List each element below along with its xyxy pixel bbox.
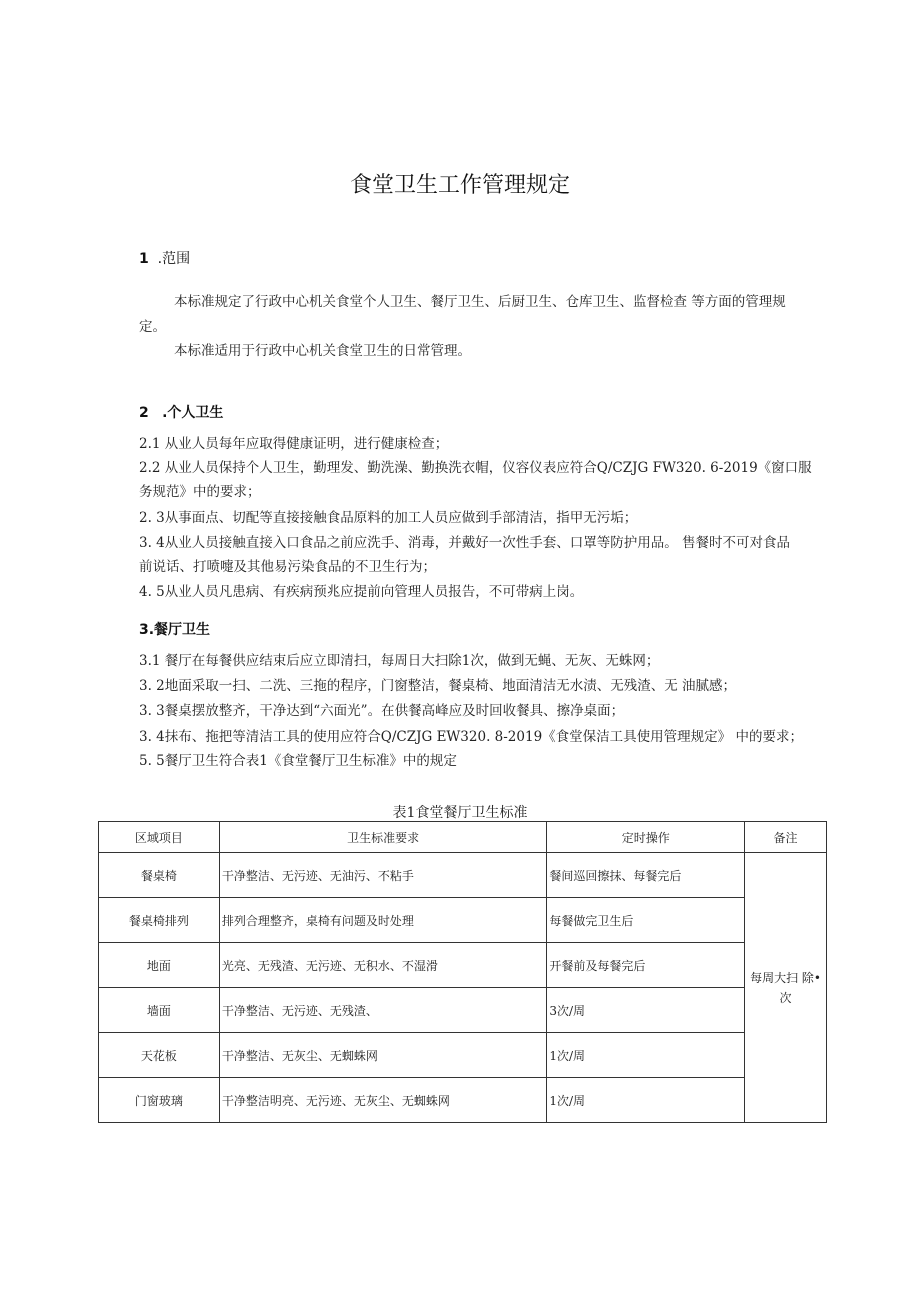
standard-cell: 干净整洁、无灰尘、无蜘蛛网	[219, 1033, 547, 1078]
area-cell: 门窗玻璃	[99, 1078, 220, 1123]
note-line: 每周大扫 除•	[750, 970, 821, 985]
standard-cell: 干净整洁明亮、无污迹、无灰尘、无蜘蛛网	[219, 1078, 547, 1123]
column-header: 定时操作	[547, 822, 745, 853]
hygiene-standard-table	[98, 821, 827, 1123]
table-row	[99, 988, 827, 1033]
table-caption: 表1食堂餐厅卫生标准	[392, 805, 528, 821]
area-cell: 餐桌椅排列	[99, 898, 220, 943]
note-cell	[745, 853, 827, 1123]
table-row	[99, 1033, 827, 1078]
section-2-heading	[139, 402, 223, 422]
area-cell: 天花板	[99, 1033, 220, 1078]
schedule-cell: 餐间巡回擦抹、每餐完后	[547, 853, 745, 898]
column-header: 区域项目	[99, 822, 220, 853]
column-header: 卫生标准要求	[219, 822, 547, 853]
area-cell: 餐桌椅	[99, 853, 220, 898]
note-line: 次	[779, 990, 792, 1005]
list-item: 2. 3从事面点、切配等直接接触食品原料的加工人员应做到手部清洁，指甲无污垢；	[139, 510, 638, 526]
list-item: 3. 4抹布、拖把等清洁工具的使用应符合Q/CZJG EW320. 8-2019《食堂保洁工具使用管理规定》 中的要求；	[139, 729, 803, 745]
list-item: 2.2 从业人员保持个人卫生，勤理发、勤洗澡、勤换洗衣帽，仪容仪表应符合Q/CZJG FW320. 6-2019《窗口服	[139, 460, 812, 476]
section-2-number: 2	[139, 405, 149, 421]
list-item: 2.1 从业人员每年应取得健康证明，进行健康检查；	[139, 436, 449, 452]
list-item: 3.1 餐厅在每餐供应结束后应立即清扫，每周日大扫除1次，做到无蝇、无灰、无蛛网；	[139, 653, 660, 669]
table-row	[99, 853, 827, 898]
column-header: 备注	[745, 822, 827, 853]
standard-cell: 排列合理整齐，桌椅有问题及时处理	[219, 898, 547, 943]
paragraph: 本标准适用于行政中心机关食堂卫生的日常管理。	[174, 343, 471, 359]
section-2-title: .个人卫生	[162, 405, 224, 421]
schedule-cell: 3次/周	[547, 988, 745, 1033]
list-item: 4. 5从业人员凡患病、有疾病预兆应提前向管理人员报告，不可带病上岗。	[139, 584, 584, 600]
section-1-title: .范围	[157, 251, 191, 267]
list-item: 3. 4从业人员接触直接入口食品之前应洗手、消毒，并戴好一次性手套、口罩等防护用品。 售餐时不可对食品	[139, 535, 791, 551]
schedule-cell: 1次/周	[547, 1078, 745, 1123]
list-item: 务规范》中的要求；	[139, 484, 261, 500]
list-item: 3. 2地面采取一扫、二洗、三拖的程序，门窗整洁，餐桌椅、地面清洁无水渍、无残渣、无 油腻感；	[139, 678, 737, 694]
area-cell: 地面	[99, 943, 220, 988]
area-cell: 墙面	[99, 988, 220, 1033]
table-header-row	[99, 822, 827, 853]
standard-cell: 干净整洁、无污迹、无油污、不粘手	[219, 853, 547, 898]
schedule-cell: 1次/周	[547, 1033, 745, 1078]
page-title: 食堂卫生工作管理规定	[349, 173, 570, 198]
section-3-title: 3.餐厅卫生	[139, 622, 211, 638]
section-1-heading	[139, 248, 190, 268]
table-row	[99, 943, 827, 988]
section-1-number: 1	[139, 251, 149, 267]
schedule-cell: 每餐做完卫生后	[547, 898, 745, 943]
table-row	[99, 898, 827, 943]
table-row	[99, 1078, 827, 1123]
schedule-cell: 开餐前及每餐完后	[547, 943, 745, 988]
paragraph: 定。	[139, 319, 166, 335]
standard-cell: 干净整洁、无污迹、无残渣、	[219, 988, 547, 1033]
paragraph: 本标准规定了行政中心机关食堂个人卫生、餐厅卫生、后厨卫生、仓库卫生、监督检查 等方面的管理规	[174, 294, 786, 310]
list-item: 3. 3餐桌摆放整齐，干净达到“六面光”。在供餐高峰应及时回收餐具、擦净桌面；	[139, 703, 625, 719]
list-item: 前说话、打喷嚏及其他易污染食品的不卫生行为；	[139, 559, 436, 575]
section-3-heading	[139, 619, 210, 639]
list-item: 5. 5餐厅卫生符合表1《食堂餐厅卫生标准》中的规定	[139, 753, 457, 769]
standard-cell: 光亮、无残渣、无污迹、无积水、不湿滑	[219, 943, 547, 988]
